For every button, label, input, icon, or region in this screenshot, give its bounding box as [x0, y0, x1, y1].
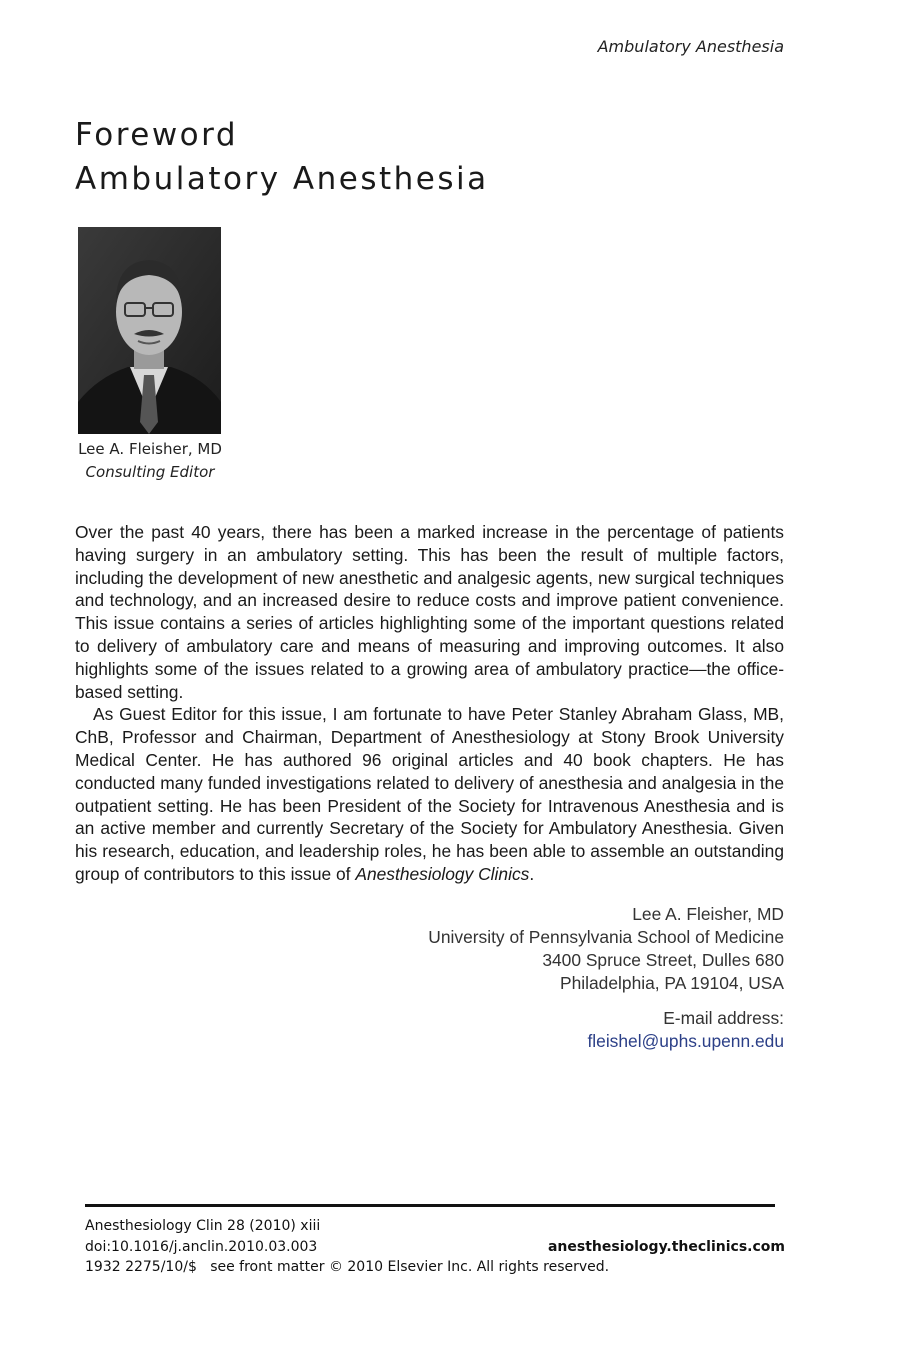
title-line-topic: Ambulatory Anesthesia: [75, 161, 489, 197]
footer-doi: doi:10.1016/j.anclin.2010.03.003: [85, 1238, 318, 1255]
editor-caption: [75, 438, 225, 484]
editor-role: Consulting Editor: [85, 463, 215, 481]
footer-divider: [85, 1204, 775, 1207]
body-paragraph-2-text: As Guest Editor for this issue, I am fortunate to have Peter Stanley Abraham Glass, MB, ChB, Professor and Chairman, Department of Anesthesiology at Stony Brook University Medical Center. He has authored 96 original articles and 40 book chapters. He has conducted many funded investigations related to delivery of anesthesia and analgesia in the outpatient setting. He has been President of the Society for Intravenous Anesthesia and is an active member and currently Secretary of the Society for Ambulatory Anesthesia. Given his research, education, and leadership roles, he has been able to assemble an outstanding group of contributors to this issue of: [75, 704, 784, 884]
signature-name: Lee A. Fleisher, MD: [632, 904, 784, 924]
signature-street: 3400 Spruce Street, Dulles 680: [542, 950, 784, 970]
running-head: Ambulatory Anesthesia: [597, 37, 784, 56]
editor-portrait-photo: [78, 227, 221, 434]
email-label: E-mail address:: [663, 1008, 784, 1028]
editor-name: Lee A. Fleisher, MD: [78, 440, 222, 458]
foreword-body: [75, 521, 784, 886]
body-paragraph-2: [75, 703, 784, 885]
email-link[interactable]: fleishel@uphs.upenn.edu: [587, 1031, 784, 1051]
title-line-foreword: Foreword: [75, 117, 239, 153]
article-title: [75, 113, 489, 201]
footer-website[interactable]: anesthesiology.theclinics.com: [547, 1238, 785, 1255]
journal-name: Anesthesiology Clinics: [355, 863, 530, 884]
page-footer: [85, 1216, 785, 1278]
signature-institution: University of Pennsylvania School of Medicine: [428, 927, 784, 947]
footer-citation: Anesthesiology Clin 28 (2010) xiii: [85, 1218, 321, 1234]
body-paragraph-1: Over the past 40 years, there has been a marked increase in the percentage of patients having surgery in an ambulatory setting. This has been the result of multiple factors, including the development of new anesthetic and analgesic agents, new surgical techniques and technology, and an increased desire to reduce costs and improve patient convenience. This issue contains a series of articles highlighting some of the important questions related to delivery of ambulatory care and means of measuring and improving outcomes. It also highlights some of the issues related to a growing area of ambulatory practice—the office-based setting.: [75, 522, 784, 702]
footer-copyright: 1932 2275/10/$ see front matter © 2010 Elsevier Inc. All rights reserved.: [85, 1259, 610, 1275]
body-paragraph-2-end: .: [529, 863, 535, 884]
signature-city: Philadelphia, PA 19104, USA: [560, 973, 784, 993]
author-signature-block: [428, 903, 784, 1053]
